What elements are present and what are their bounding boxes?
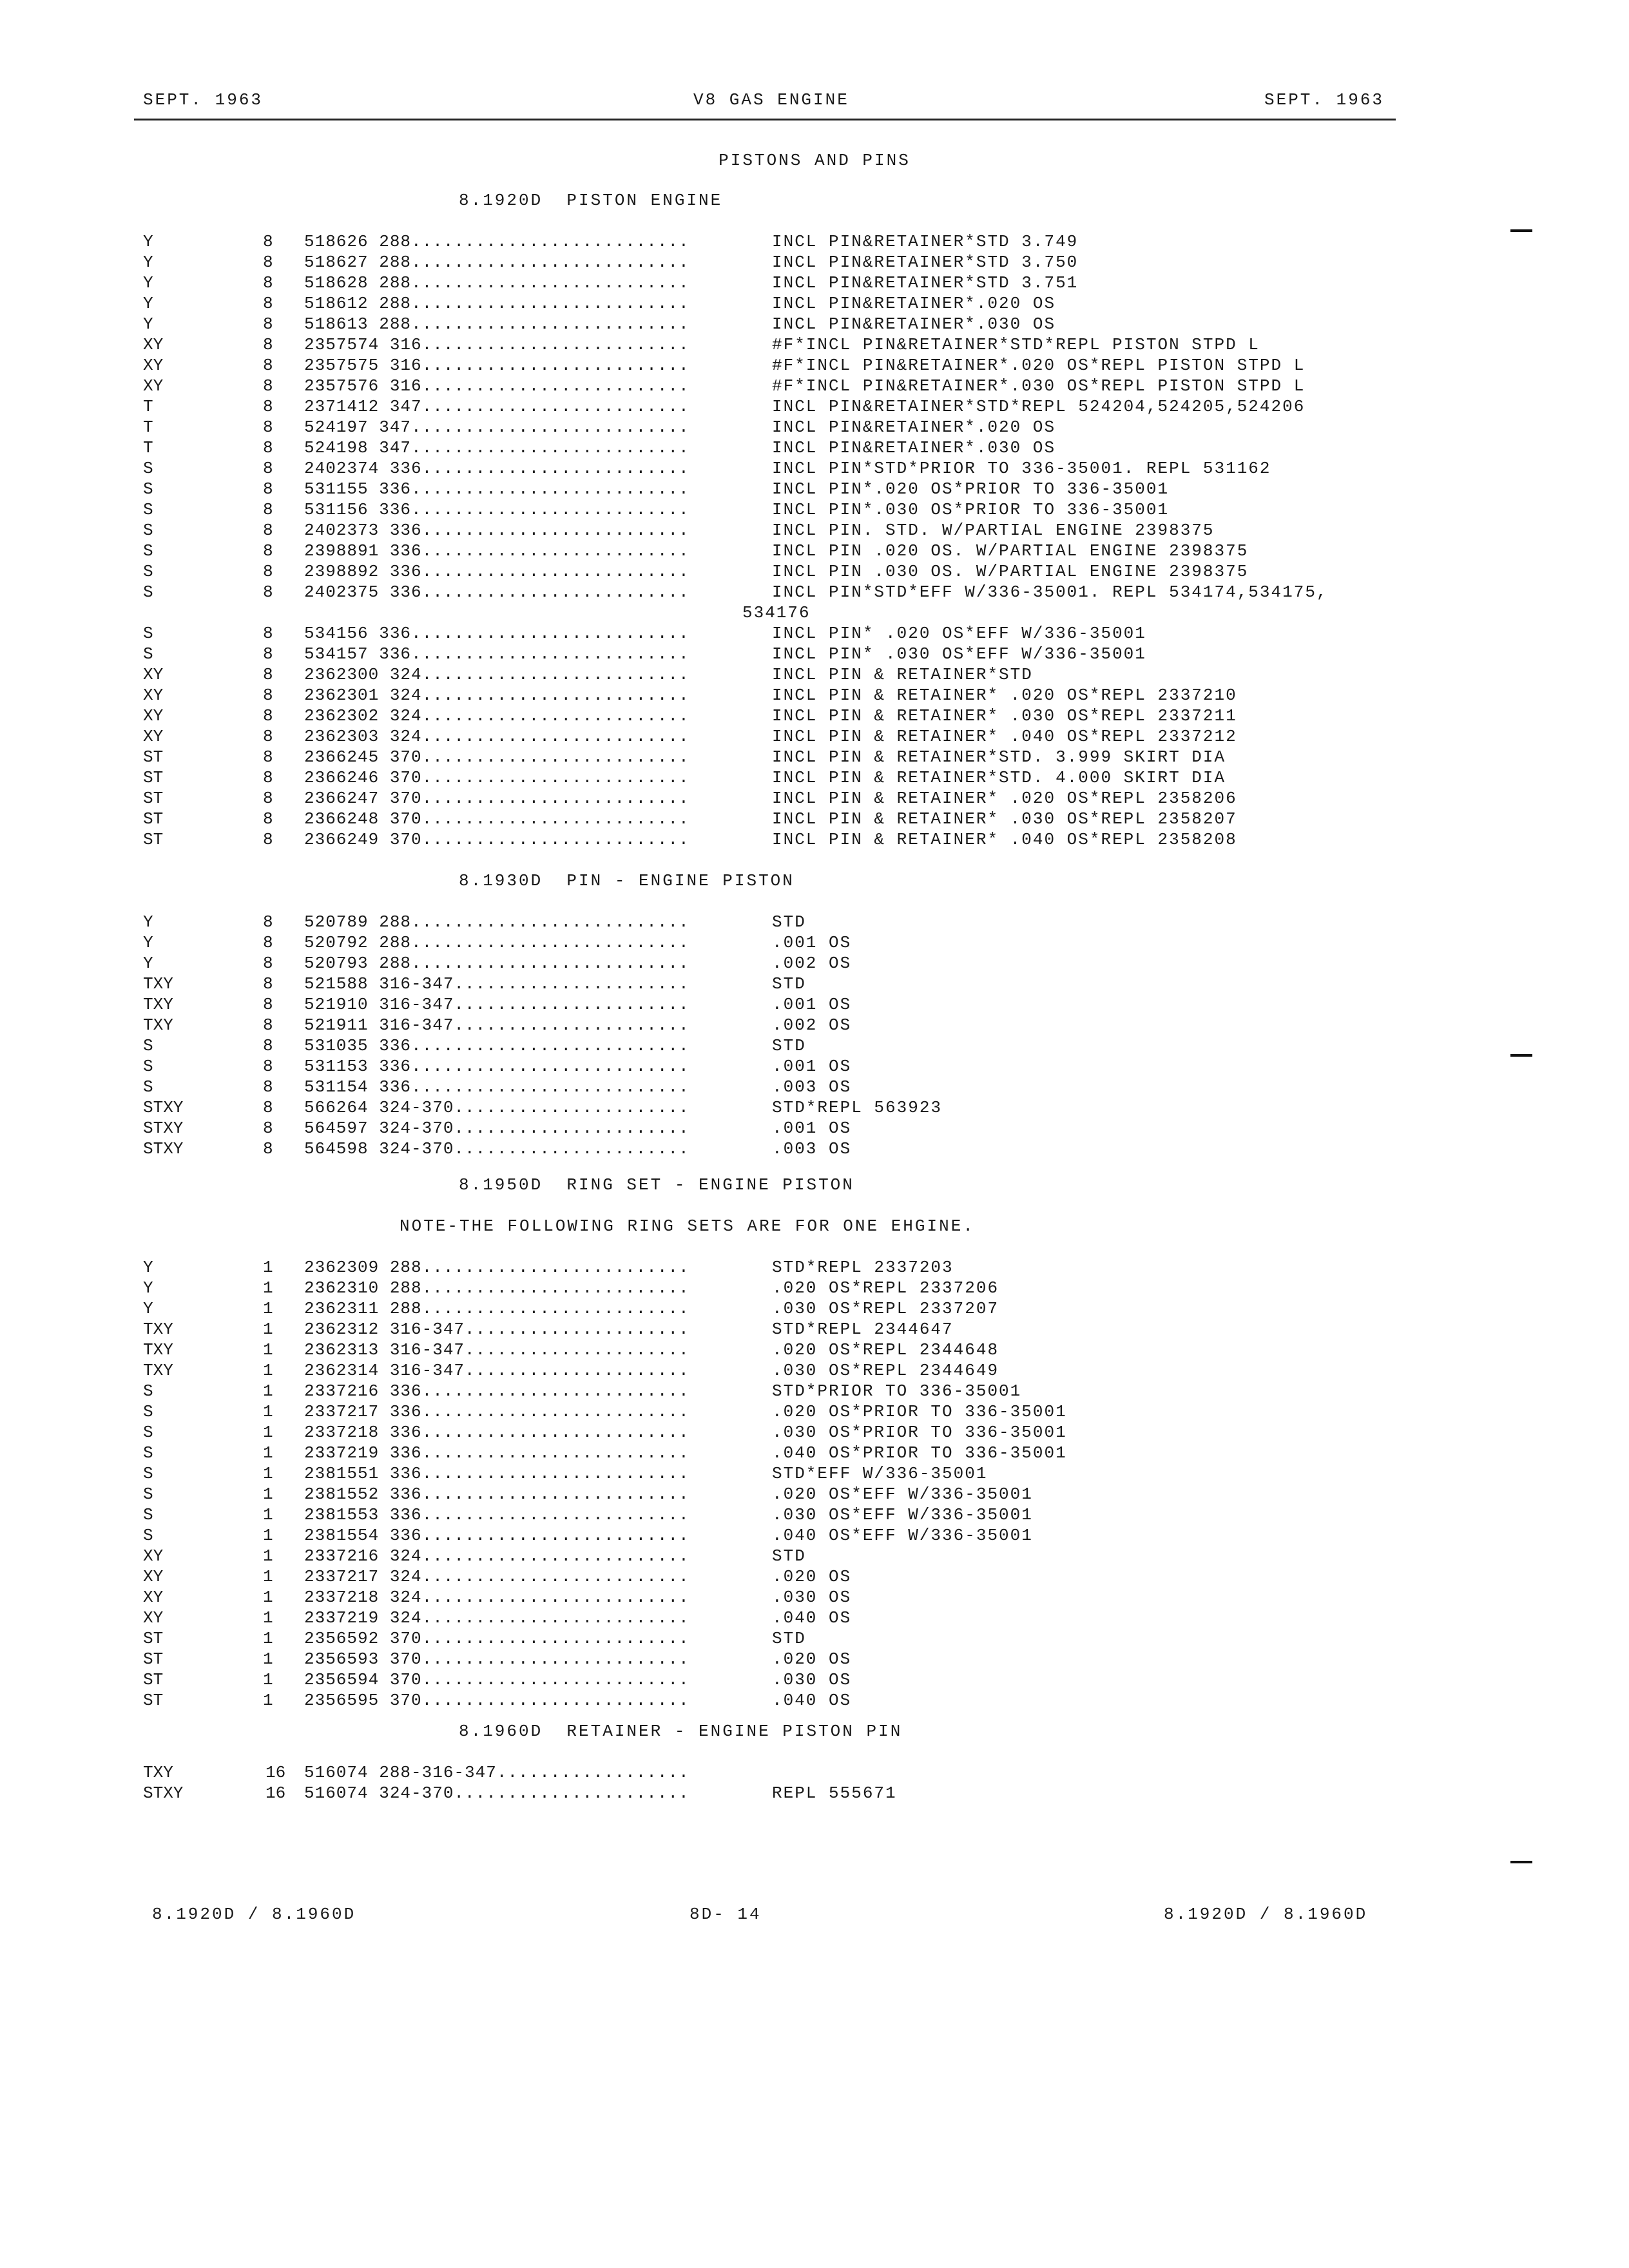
model-code: XY [143,1588,164,1607]
description: INCL PIN. STD. W/PARTIAL ENGINE 2398375 [772,521,1215,540]
quantity: 1 [263,1588,273,1607]
part-number: 2366249 370......................... [304,830,689,849]
model-code: ST [143,789,164,808]
quantity: 1 [263,1464,273,1483]
model-code: S [143,1505,153,1524]
description: INCL PIN & RETAINER*STD. 3.999 SKIRT DIA [772,747,1226,767]
quantity: 8 [263,954,273,973]
part-number: 2337219 324......................... [304,1608,689,1628]
model-code: S [143,1402,153,1421]
quantity: 8 [263,624,273,643]
description: .030 OS*PRIOR TO 336-35001 [772,1423,1067,1442]
part-number: 564597 324-370...................... [304,1119,689,1138]
quantity: 16 [265,1763,286,1782]
description: .001 OS [772,933,852,952]
quantity: 1 [263,1485,273,1504]
part-number: 2366246 370......................... [304,768,689,787]
quantity: 8 [263,727,273,746]
quantity: 1 [263,1649,273,1669]
model-code: T [143,397,153,416]
header-date-left: SEPT. 1963 [143,90,264,110]
part-number: 2337219 336......................... [304,1443,689,1463]
part-number: 518628 288.......................... [304,273,689,293]
model-code: TXY [143,995,173,1014]
part-number: 2402374 336......................... [304,459,689,478]
quantity: 1 [263,1423,273,1442]
description: STD [772,1629,806,1648]
part-number: 534156 336.......................... [304,624,689,643]
section-heading-piston-engine: 8.1920D PISTON ENGINE [459,191,723,210]
section-heading-pin-engine-piston: 8.1930D PIN - ENGINE PISTON [459,871,795,890]
quantity: 8 [263,830,273,849]
part-number: 2381553 336......................... [304,1505,689,1524]
description: .040 OS [772,1691,852,1710]
model-code: ST [143,1670,164,1689]
quantity: 8 [263,789,273,808]
part-number: 2357575 316......................... [304,356,689,375]
description: #F*INCL PIN&RETAINER*STD*REPL PISTON STPD L [772,335,1260,354]
part-number: 2366247 370......................... [304,789,689,808]
description: .030 OS [772,1670,852,1689]
model-code: XY [143,376,164,396]
description: STD*REPL 563923 [772,1098,943,1117]
section-heading-ring-set: 8.1950D RING SET - ENGINE PISTON [459,1175,854,1195]
quantity: 8 [263,438,273,457]
description: INCL PIN&RETAINER*.020 OS [772,418,1056,437]
description-continuation: 534176 [742,603,811,622]
part-number: 531153 336.......................... [304,1057,689,1076]
quantity: 8 [263,912,273,932]
part-number: 531154 336.......................... [304,1077,689,1097]
part-number: 2357574 316......................... [304,335,689,354]
description: INCL PIN & RETAINER* .040 OS*REPL 2358208 [772,830,1237,849]
description: .020 OS [772,1567,852,1586]
description: .001 OS [772,1119,852,1138]
model-code: S [143,500,153,519]
quantity: 8 [263,747,273,767]
description: STD [772,974,806,994]
quantity: 1 [263,1670,273,1689]
part-number: 2366248 370......................... [304,809,689,829]
model-code: STXY [143,1783,184,1803]
part-number: 520789 288.......................... [304,912,689,932]
quantity: 8 [263,418,273,437]
quantity: 8 [263,1098,273,1117]
quantity: 8 [263,995,273,1014]
part-number: 2362314 316-347..................... [304,1361,689,1380]
quantity: 1 [263,1340,273,1360]
description: STD [772,1546,806,1566]
description: INCL PIN&RETAINER*.030 OS [772,314,1056,334]
part-number: 2366245 370......................... [304,747,689,767]
quantity: 8 [263,1139,273,1158]
quantity: 8 [263,1077,273,1097]
model-code: S [143,459,153,478]
model-code: TXY [143,1015,173,1035]
model-code: ST [143,768,164,787]
description: #F*INCL PIN&RETAINER*.030 OS*REPL PISTON STPD L [772,376,1306,396]
description: INCL PIN & RETAINER* .030 OS*REPL 2337211 [772,706,1237,726]
part-number: 2356592 370......................... [304,1629,689,1648]
quantity: 8 [263,541,273,561]
quantity: 1 [263,1402,273,1421]
quantity: 1 [263,1320,273,1339]
margin-tick-mark [1510,1861,1532,1863]
description: INCL PIN&RETAINER*.020 OS [772,294,1056,313]
part-number: 531035 336.......................... [304,1036,689,1055]
model-code: T [143,438,153,457]
quantity: 8 [263,253,273,272]
model-code: XY [143,706,164,726]
model-code: XY [143,665,164,684]
description: .001 OS [772,1057,852,1076]
quantity: 1 [263,1546,273,1566]
quantity: 8 [263,294,273,313]
description: INCL PIN & RETAINER* .020 OS*REPL 2337210 [772,686,1237,705]
quantity: 1 [263,1629,273,1648]
model-code: TXY [143,1763,173,1782]
model-code: STXY [143,1139,184,1158]
description: .040 OS [772,1608,852,1628]
quantity: 8 [263,768,273,787]
model-code: TXY [143,1320,173,1339]
model-code: Y [143,314,153,334]
quantity: 1 [263,1691,273,1710]
quantity: 1 [263,1505,273,1524]
quantity: 8 [263,974,273,994]
quantity: 8 [263,479,273,499]
model-code: S [143,479,153,499]
part-number: 2381552 336......................... [304,1485,689,1504]
part-number: 521911 316-347...................... [304,1015,689,1035]
model-code: Y [143,1258,153,1277]
part-number: 521588 316-347...................... [304,974,689,994]
part-number: 566264 324-370...................... [304,1098,689,1117]
description: .003 OS [772,1077,852,1097]
quantity: 8 [263,706,273,726]
model-code: ST [143,830,164,849]
quantity: 8 [263,582,273,602]
part-number: 2362312 316-347..................... [304,1320,689,1339]
quantity: 1 [263,1608,273,1628]
quantity: 1 [263,1278,273,1298]
quantity: 1 [263,1258,273,1277]
part-number: 2362301 324......................... [304,686,689,705]
part-number: 2337216 336......................... [304,1381,689,1401]
quantity: 1 [263,1567,273,1586]
description: STD*REPL 2344647 [772,1320,954,1339]
description: .030 OS*REPL 2337207 [772,1299,999,1318]
description: INCL PIN & RETAINER*STD [772,665,1033,684]
description: .002 OS [772,954,852,973]
part-number: 520793 288.......................... [304,954,689,973]
description: STD [772,1036,806,1055]
description: .040 OS*PRIOR TO 336-35001 [772,1443,1067,1463]
part-number: 518613 288.......................... [304,314,689,334]
part-number: 521910 316-347...................... [304,995,689,1014]
part-number: 2371412 347......................... [304,397,689,416]
part-number: 2398891 336......................... [304,541,689,561]
description: .020 OS*REPL 2337206 [772,1278,999,1298]
part-number: 2356594 370......................... [304,1670,689,1689]
part-number: 524198 347.......................... [304,438,689,457]
description: INCL PIN & RETAINER* .040 OS*REPL 2337212 [772,727,1237,746]
description: INCL PIN & RETAINER*STD. 4.000 SKIRT DIA [772,768,1226,787]
model-code: T [143,418,153,437]
quantity: 8 [263,521,273,540]
description: STD [772,912,806,932]
part-number: 2362311 288......................... [304,1299,689,1318]
part-number: 2337217 324......................... [304,1567,689,1586]
description: INCL PIN & RETAINER* .020 OS*REPL 2358206 [772,789,1237,808]
page-title: PISTONS AND PINS [718,151,911,170]
model-code: S [143,541,153,561]
model-code: S [143,624,153,643]
model-code: Y [143,933,153,952]
description: .002 OS [772,1015,852,1035]
description: INCL PIN*.030 OS*PRIOR TO 336-35001 [772,500,1170,519]
part-number: 2356595 370......................... [304,1691,689,1710]
model-code: STXY [143,1119,184,1138]
part-number: 2337218 336......................... [304,1423,689,1442]
description: INCL PIN & RETAINER* .030 OS*REPL 2358207 [772,809,1237,829]
quantity: 8 [263,562,273,581]
quantity: 8 [263,665,273,684]
part-number: 2356593 370......................... [304,1649,689,1669]
description: #F*INCL PIN&RETAINER*.020 OS*REPL PISTON STPD L [772,356,1306,375]
model-code: ST [143,747,164,767]
model-code: STXY [143,1098,184,1117]
part-number: 518612 288.......................... [304,294,689,313]
description: .030 OS*EFF W/336-35001 [772,1505,1033,1524]
part-number: 524197 347.......................... [304,418,689,437]
description: .030 OS [772,1588,852,1607]
quantity: 16 [265,1783,286,1803]
model-code: S [143,644,153,664]
description: .001 OS [772,995,852,1014]
description: INCL PIN .030 OS. W/PARTIAL ENGINE 2398375 [772,562,1249,581]
part-number: 531155 336.......................... [304,479,689,499]
model-code: S [143,1423,153,1442]
model-code: XY [143,686,164,705]
section-heading-retainer: 8.1960D RETAINER - ENGINE PISTON PIN [459,1722,903,1741]
part-number: 2337218 324......................... [304,1588,689,1607]
quantity: 1 [263,1526,273,1545]
model-code: S [143,1526,153,1545]
model-code: S [143,1057,153,1076]
part-number: 2337217 336......................... [304,1402,689,1421]
description: INCL PIN*.020 OS*PRIOR TO 336-35001 [772,479,1170,499]
model-code: Y [143,232,153,251]
model-code: S [143,1464,153,1483]
footer-section-range-right: 8.1920D / 8.1960D [1164,1905,1368,1924]
quantity: 8 [263,314,273,334]
part-number: 2402373 336......................... [304,521,689,540]
header-rule [134,119,1396,120]
part-number: 516074 288-316-347.................. [304,1763,689,1782]
model-code: Y [143,954,153,973]
quantity: 1 [263,1381,273,1401]
quantity: 8 [263,376,273,396]
description: STD*REPL 2337203 [772,1258,954,1277]
model-code: Y [143,1278,153,1298]
description: .030 OS*REPL 2344649 [772,1361,999,1380]
model-code: XY [143,335,164,354]
header-title: V8 GAS ENGINE [693,90,849,110]
model-code: S [143,1443,153,1463]
part-number: 2362313 316-347..................... [304,1340,689,1360]
quantity: 8 [263,644,273,664]
model-code: XY [143,727,164,746]
model-code: S [143,521,153,540]
quantity: 8 [263,933,273,952]
quantity: 8 [263,1057,273,1076]
description: INCL PIN&RETAINER*STD*REPL 524204,524205,524206 [772,397,1306,416]
model-code: S [143,582,153,602]
quantity: 8 [263,500,273,519]
part-number: 2398892 336......................... [304,562,689,581]
quantity: 8 [263,397,273,416]
quantity: 8 [263,232,273,251]
quantity: 8 [263,686,273,705]
model-code: TXY [143,1361,173,1380]
model-code: Y [143,253,153,272]
quantity: 1 [263,1443,273,1463]
description: INCL PIN*STD*EFF W/336-35001. REPL 534174,534175, [772,582,1328,602]
quantity: 8 [263,273,273,293]
section-note: NOTE-THE FOLLOWING RING SETS ARE FOR ONE EHGINE. [400,1216,975,1236]
model-code: S [143,1036,153,1055]
model-code: Y [143,273,153,293]
model-code: XY [143,1567,164,1586]
part-number: 520792 288.......................... [304,933,689,952]
margin-tick-mark [1510,1054,1532,1057]
model-code: TXY [143,974,173,994]
description: .003 OS [772,1139,852,1158]
model-code: ST [143,1649,164,1669]
quantity: 8 [263,356,273,375]
part-number: 518626 288.......................... [304,232,689,251]
model-code: S [143,1077,153,1097]
part-number: 516074 324-370...................... [304,1783,689,1803]
description: INCL PIN*STD*PRIOR TO 336-35001. REPL 531162 [772,459,1271,478]
model-code: S [143,1485,153,1504]
part-number: 2402375 336......................... [304,582,689,602]
description: .020 OS*EFF W/336-35001 [772,1485,1033,1504]
description: .040 OS*EFF W/336-35001 [772,1526,1033,1545]
description: INCL PIN .020 OS. W/PARTIAL ENGINE 2398375 [772,541,1249,561]
description: INCL PIN* .030 OS*EFF W/336-35001 [772,644,1146,664]
part-number: 2362300 324......................... [304,665,689,684]
model-code: XY [143,356,164,375]
part-number: 534157 336.......................... [304,644,689,664]
quantity: 1 [263,1361,273,1380]
description: INCL PIN&RETAINER*STD 3.751 [772,273,1079,293]
model-code: Y [143,1299,153,1318]
quantity: 8 [263,1036,273,1055]
part-number: 2362303 324......................... [304,727,689,746]
description: .020 OS*PRIOR TO 336-35001 [772,1402,1067,1421]
quantity: 8 [263,1015,273,1035]
model-code: S [143,1381,153,1401]
description: STD*EFF W/336-35001 [772,1464,988,1483]
quantity: 8 [263,809,273,829]
description: .020 OS*REPL 2344648 [772,1340,999,1360]
description: INCL PIN&RETAINER*.030 OS [772,438,1056,457]
part-number: 531156 336.......................... [304,500,689,519]
model-code: TXY [143,1340,173,1360]
description: STD*PRIOR TO 336-35001 [772,1381,1022,1401]
part-number: 2337216 324......................... [304,1546,689,1566]
header-date-right: SEPT. 1963 [1264,90,1385,110]
part-number: 2362309 288......................... [304,1258,689,1277]
part-number: 518627 288.......................... [304,253,689,272]
quantity: 8 [263,335,273,354]
description: INCL PIN* .020 OS*EFF W/336-35001 [772,624,1146,643]
part-number: 2381551 336......................... [304,1464,689,1483]
model-code: XY [143,1546,164,1566]
part-number: 2357576 316......................... [304,376,689,396]
description: INCL PIN&RETAINER*STD 3.749 [772,232,1079,251]
model-code: Y [143,294,153,313]
model-code: ST [143,1691,164,1710]
description: REPL 555671 [772,1783,897,1803]
model-code: ST [143,1629,164,1648]
part-number: 2362302 324......................... [304,706,689,726]
model-code: ST [143,809,164,829]
part-number: 564598 324-370...................... [304,1139,689,1158]
model-code: S [143,562,153,581]
description: .020 OS [772,1649,852,1669]
footer-section-range-left: 8.1920D / 8.1960D [152,1905,356,1924]
description: INCL PIN&RETAINER*STD 3.750 [772,253,1079,272]
margin-tick-mark [1510,229,1532,232]
model-code: XY [143,1608,164,1628]
quantity: 8 [263,1119,273,1138]
model-code: Y [143,912,153,932]
quantity: 1 [263,1299,273,1318]
part-number: 2381554 336......................... [304,1526,689,1545]
footer-page-number: 8D- 14 [689,1905,762,1924]
part-number: 2362310 288......................... [304,1278,689,1298]
quantity: 8 [263,459,273,478]
